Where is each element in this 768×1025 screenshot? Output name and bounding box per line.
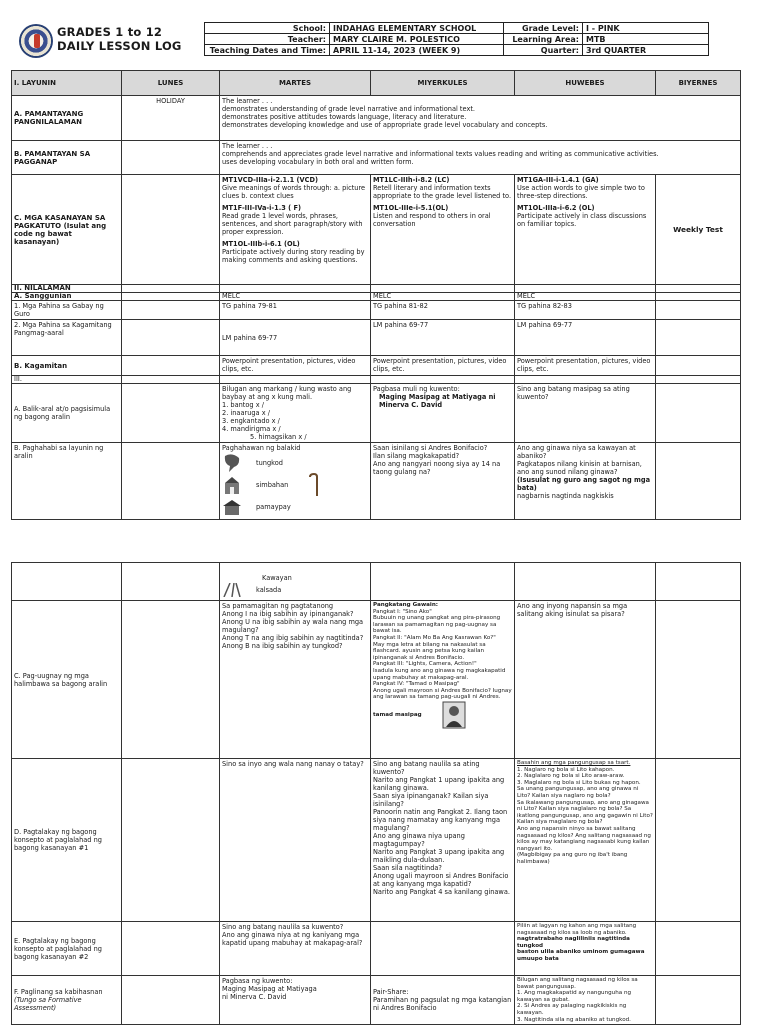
word-pamaypay: pamaypay [256, 503, 291, 511]
miyerkules-paghahabi: Saan isinilang si Andres Bonifacio? Ilan silang magkakapatid? Ano ang nangyari noong siya ay 14 na taong gulang na? [371, 443, 515, 520]
huwebes-paglinang: Bilugan ang salitang nagsasaad ng kilos sa bawat pangungusap. 1. Ang magkakapatid ay nangunguha ng kawayan sa gubat. 2. Si Andres ay palaging nagkikiskis ng kawayan. 3. Nagtitinda sila ng abaniko at tungkod. [515, 976, 656, 1025]
grade-value: I - PINK [583, 23, 709, 34]
row-label: C. MGA KASANAYAN SA PAGKATUTO (Isulat ang code ng bawat kasanayan) [12, 175, 122, 285]
row-pagtalakay-2: E. Pagtalakay ng bagong konsepto at paglalahad ng bagong kasanayan #2 Sino ang batang naulila sa kuwento? Ano ang ginawa niya at ng kaniyang mga kapatid upang mabuhay at makapag-aral? Piliin at lagyan ng kahon ang mga salitang nagsasaad ng kilos sa loob ng abaniko. nagtratrabaho nagliliniis nagtitinda tungkod baston ulila abaniko uminom gumagawa umuupo bata [12, 922, 741, 976]
martes-pag-uugnay: Sa pamamagitan ng pagtatanong Anong I na ibig sabihin ay ipinanganak? Anong U na ibig sabihin ay wala nang mga magulang? Anong T na ang ibig sabihin ay nagtitinda? Anong B na ibig sabihin ay tungkod? [220, 601, 371, 759]
page-gap [0, 525, 768, 562]
document-title [57, 25, 182, 53]
row-kasanayan [12, 175, 741, 285]
col-miyerkules: MIYERKULES [371, 71, 515, 96]
row-pamantayan-pagganap [12, 141, 741, 175]
row-pagtalakay-1: D. Pagtalakay ng bagong konsepto at paglalahad ng bagong kasanayan #1 Sino sa inyo ang wala nang nanay o tatay? Sino ang batang naulila sa ating kuwento? Narito ang Pangkat 1 upang ipakita ang kanilang ginawa. Saan siya ipinanganak? Kailan siya isinilang? Panoorin natin ang Pangkat 2. Ilang taon siya nang mamatay ang kanyang mga magulang? Ano ang ginawa niya upang magtagumpay? Narito ang Pangkat 3 upang ipakita ang maikling dula-dulaan. Saan sila nagtitinda? Anong ugali mayroon si Andres Bonifacio at ang kanyang mga kapatid? Narito ang Pangkat 4 sa kanilang ginawa. Basahin ang mga pangungusap sa tsart. 1. Naglaro ng bola si Lito kahapon. 2. Naglalaro ng bola si Lito araw-araw. 3. Maglalaro ng bola si Lito bukas ng hapon. Sa unang pangungusap, ano ang ginawa ni Lito? Kailan siya naglaro ng bola? Sa ikalawang pangungusap, ano ang ginagawa ni Lito? Kailan siya naglalaro ng bola? Sa ikatlong pangungusap, ano ang gagawin ni Lito? Kailan siya maglalaro ng bola? Ano ang napansin ninyo sa bawat salitang nagsasaad ng kilos? Ang salitang nagsasaad ng kilos ay may katangiang nagsasabi kung kailan nangyari ito. (Magbibigay pa ang guro ng iba't ibang halimbawa) [12, 759, 741, 922]
row-pamantayang-pangnilalaman [12, 96, 741, 141]
martes-paghahabi: Paghahawan ng balakid tungkod simbahan pamaypay [220, 443, 371, 520]
col-biyernes: BIYERNES [656, 71, 741, 96]
school-label: School: [205, 23, 330, 34]
title-line-1: GRADES 1 to 12 [57, 25, 163, 39]
fan-icon [222, 453, 242, 473]
dates-value: APRIL 11-14, 2023 (WEEK 9) [330, 45, 504, 56]
huwebes-kasanayan: MT1GA-III-i-1.4.1 (GA) Use action words to give simple two to three-step directions. MT1OL-IIIa-i-6.2 (OL) Participate actively in class discussions on familiar topics. [515, 175, 656, 285]
quarter-value: 3rd QUARTER [583, 45, 709, 56]
paglinang-label: F. Paglinang sa kabihasnan (Tungo sa Formative Assessment) [12, 976, 122, 1025]
title-line-2: DAILY LESSON LOG [57, 39, 182, 53]
miyerkules-balik-aral: Pagbasa muli ng kuwento: Maging Masipag at Matiyaga ni Minerva C. David [371, 384, 515, 443]
header-info-table [204, 22, 709, 56]
pamantayang-text: The learner . . . demonstrates understanding of grade level narrative and informational text. demonstrates positive attitudes towards language, literacy and literature. demonstrates developing knowledge and use of appropriate grade level vocabulary and concepts. [220, 96, 741, 141]
row-nilalaman: II. NILALAMAN [12, 285, 741, 293]
martes-paglinang: Pagbasa ng kuwento: Maging Masipag at Matiyaga ni Minerva C. David [220, 976, 371, 1025]
row-kagamitang-pangmag-aaral: 2. Mga Pahina sa Kagamitang Pangmag-aaral LM pahina 69-77 LM pahina 69-77 LM pahina 69-77 [12, 320, 741, 356]
weekly-test: Weekly Test [656, 175, 741, 285]
martes-balik-aral: Bilugan ang markang / kung wasto ang baybay at ang x kung mali. 1. bantog x / 2. inaaruga x / 3. engkantado x / 4. mandirigma x / 5. himagsikan x / [220, 384, 371, 443]
huwebes-pagtalakay-1: Basahin ang mga pangungusap sa tsart. 1. Naglaro ng bola si Lito kahapon. 2. Naglalaro ng bola si Lito araw-araw. 3. Maglalaro ng bola si Lito bukas ng hapon. Sa unang pangungusap, ano ang ginawa ni Lito? Kailan siya naglaro ng bola? Sa ikalawang pangungusap, ano ang ginagawa ni Lito? Kailan siya naglalaro ng bola? Sa ikatlong pangungusap, ano ang gagawin ni Lito? Kailan siya maglalaro ng bola? Ano ang napansin ninyo sa bawat salitang nagsasaad ng kilos? Ang salitang nagsasaad ng kilos ay may katangiang nagsasabi kung kailan nangyari ito. (Magbibigay pa ang guro ng iba't ibang halimbawa) [515, 759, 656, 922]
row-iii: III. [12, 376, 741, 384]
church-icon [222, 475, 242, 495]
col-huwebes: HUWEBES [515, 71, 656, 96]
miyerkules-pagtalakay-1: Sino ang batang naulila sa ating kuwento? Narito ang Pangkat 1 upang ipakita ang kanilang ginawa. Saan siya ipinanganak? Kailan siya isinilang? Panoorin natin ang Pangkat 2. Ilang taon siya nang mamatay ang kanyang mga magulang? Ano ang ginawa niya upang magtagumpay? Narito ang Pangkat 3 upang ipakita ang maikling dula-dulaan. Saan sila nagtitinda? Anong ugali mayroon si Andres Bonifacio at ang kanyang mga kapatid? Narito ang Pangkat 4 sa kanilang ginawa. [371, 759, 515, 922]
row-gabay-ng-guro: 1. Mga Pahina sa Gabay ng Guro TG pahina 79-81 TG pahina 81-82 TG pahina 82-83 [12, 301, 741, 320]
martes-pictures-continued [220, 563, 371, 601]
lesson-log-page-2 [0, 562, 768, 1024]
document-header [11, 22, 741, 58]
column-header-row [12, 71, 741, 96]
house-icon [222, 499, 242, 515]
quarter-label: Quarter: [504, 45, 583, 56]
road-icon [222, 583, 242, 597]
row-balik-aral: A. Balik-aral at/o pagsisimula ng bagong aralin Bilugan ang markang / kung wasto ang baybay at ang x kung mali. 1. bantog x / 2. inaaruga x / 3. engkantado x / 4. mandirigma x / 5. himagsikan x / Pagbasa muli ng kuwento: Maging Masipag at Matiyaga ni Minerva C. David Sino ang batang masipag sa ating kuwento? [12, 384, 741, 443]
row-label: A. PAMANTAYANG PANGNILALAMAN [12, 96, 122, 141]
row-sanggunian: A. Sanggunian MELC MELC MELC [12, 293, 741, 301]
martes-pagtalakay-2: Sino ang batang naulila sa kuwento? Ano ang ginawa niya at ng kaniyang mga kapatid upang mabuhay at makapag-aral? [220, 922, 371, 976]
miyerkules-pangkatang-gawain: Pangkatang Gawain: Pangkat I: "Sino Ako" Bubuuin ng unang pangkat ang pira-pirasong larawan sa pamamagitan ng pag-uugnay sa bawat isa. Pangkat II: "Alam Mo Ba Ang Kasrawan Ko?" May mga letra at bilang na nakasulat sa flashcard. ayusin ang petsa kung kailan ipinanganak si Andres Bonifacio. Pangkat III: "Lights, Camera, Action!" Isadula kung ano ang ginawa ng magkakapatid upang mabuhay at makapag-aral. Pangkat IV: "Tamad o Masipag" Anong ugali mayroon si Andres Bonifacio? Iugnay ang larawan sa tamang pag-uugali ni Andres. tamad masipag [371, 601, 515, 759]
miyerkules-paglinang: Pair-Share: Paramihan ng pagsulat ng mga katangian ni Andres Bonifacio [371, 976, 515, 1025]
lesson-table-page-2 [11, 562, 741, 1025]
col-martes: MARTES [220, 71, 371, 96]
row-paghahabi: B. Paghahabi sa layunin ng aralin Paghahawan ng balakid tungkod simbahan pamaypay Saan isinilang si Andres Bonifacio? Ilan silang magkakapatid? Ano ang nangyari noong siya ay 14 na taong gulang na? Ano ang ginawa niya sa kawayan at abaniko? Pagkatapos nilang kinisin at barnisan, ano ang sunod nilang ginawa? (Isusulat ng guro ang sagot ng mga bata) nagbarnis nagtinda nagkiskis [12, 443, 741, 520]
word-tungkod: tungkod [256, 459, 283, 467]
word-simbahan: simbahan [256, 481, 289, 489]
teacher-value: MARY CLAIRE M. POLESTICO [330, 34, 504, 45]
holiday-note: HOLIDAY [122, 96, 220, 141]
school-value: INDAHAG ELEMENTARY SCHOOL [330, 23, 504, 34]
word-kawayan: Kawayan [262, 574, 292, 582]
row-paglinang [12, 976, 741, 1025]
lesson-table-page-1 [11, 70, 741, 520]
cane-icon [306, 473, 320, 497]
row-pag-uugnay: C. Pag-uugnay ng mga halimbawa sa bagong aralin Sa pamamagitan ng pagtatanong Anong I na ibig sabihin ay ipinanganak? Anong U na ibig sabihin ay wala nang mga magulang? Anong T na ang ibig sabihin ay nagtitinda? Anong B na ibig sabihin ay tungkod? Pangkatang Gawain: Pangkat I: "Sino Ako" Bubuuin ng unang pangkat ang pira-pirasong larawan sa pamamagitan ng pag-uugnay sa bawat isa. Pangkat II: "Alam Mo Ba Ang Kasrawan Ko?" May mga letra at bilang na nakasulat sa flashcard. ayusin ang petsa kung kailan ipinanganak si Andres Bonifacio. Pangkat III: "Lights, Camera, Action!" Isadula kung ano ang ginawa ng magkakapatid upang mabuhay at makapag-aral. Pangkat IV: "Tamad o Masipag" Anong ugali mayroon si Andres Bonifacio? Iugnay ang larawan sa tamang pag-uugali ni Andres. tamad masipag Ano ang inyong napansin sa mga salitang aking isinulat sa pisara? [12, 601, 741, 759]
row-label: B. PAMANTAYAN SA PAGGANAP [12, 141, 122, 175]
huwebes-paghahabi: Ano ang ginawa niya sa kawayan at abaniko? Pagkatapos nilang kinisin at barnisan, ano ang sunod nilang ginawa? (Isusulat ng guro ang sagot ng mga bata) nagbarnis nagtinda nagkiskis [515, 443, 656, 520]
row-kagamitan: B. Kagamitan Powerpoint presentation, pictures, video clips, etc. Powerpoint presentation, pictures, video clips, etc. Powerpoint presentation, pictures, video clips, etc. [12, 356, 741, 376]
col-lunes: LUNES [122, 71, 220, 96]
pagganap-text: The learner . . . comprehends and appreciates grade level narrative and informational texts values reading and writing as communicative activities. uses developing vocabulary in both oral and written form. [220, 141, 741, 175]
grade-label: Grade Level: [504, 23, 583, 34]
dates-label: Teaching Dates and Time: [205, 45, 330, 56]
miyerkules-kasanayan: MT1LC-IIIh-i-8.2 (LC) Retell literary and information texts appropriate to the grade level listened to. MT1OL-IIIe-i-5.1(OL) Listen and respond to others in oral conversation [371, 175, 515, 285]
martes-kasanayan: MT1VCD-IIIa-i-2.1.1 (VCD) Give meanings of words through: a. picture clues b. context clues MT1F-III-IVa-i-1.3 ( F) Read grade 1 level words, phrases, sentences, and short paragraph/story with proper expression. MT1OL-IIIb-i-6.1 (OL) Participate actively during story reading by making comments and asking questions. [220, 175, 371, 285]
teacher-label: Teacher: [205, 34, 330, 45]
deped-seal-logo [19, 24, 53, 58]
row-continued-pictures [12, 563, 741, 601]
huwebes-pagtalakay-2: Piliin at lagyan ng kahon ang mga salitang nagsasaad ng kilos sa loob ng abaniko. nagtratrabaho nagliliniis nagtitinda tungkod baston ulila abaniko uminom gumagawa umuupo bata [515, 922, 656, 976]
col-layunin: I. LAYUNIN [12, 71, 122, 96]
word-kalsada: kalsada [256, 586, 282, 594]
area-label: Learning Area: [504, 34, 583, 45]
portrait-icon [442, 701, 466, 729]
area-value: MTB [583, 34, 709, 45]
